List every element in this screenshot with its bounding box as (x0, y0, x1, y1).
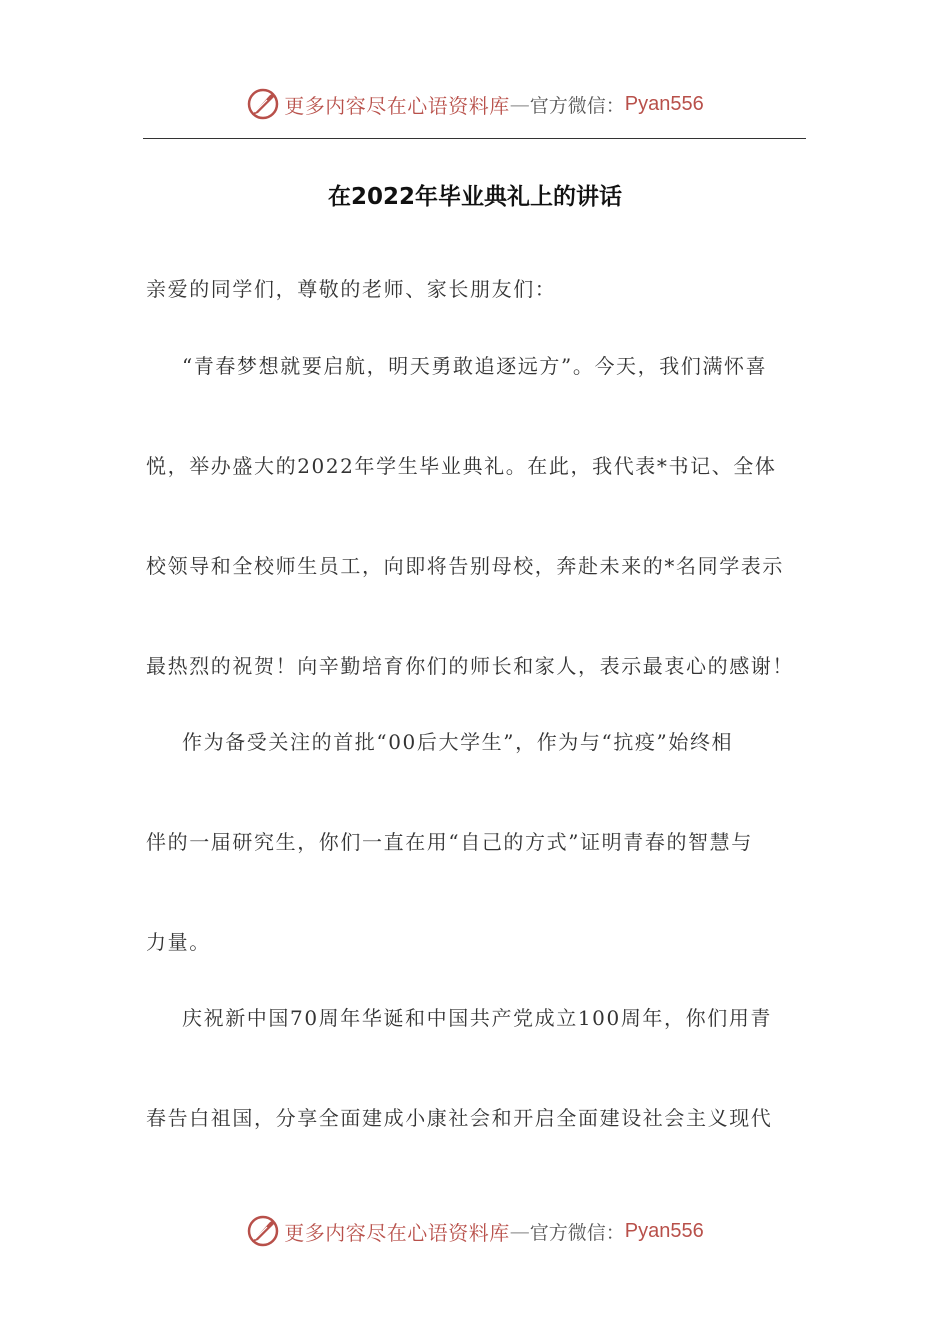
body-line-4: 校领导和全校师生员工，向即将告别母校，奔赴未来的*名同学表示 (146, 554, 784, 578)
header-wechat-id: Pyan556 (624, 92, 704, 115)
header-dash: — (509, 92, 530, 116)
body-line-5: 最热烈的祝贺！向辛勤培育你们的师长和家人，表示最衷心的感谢！ (146, 654, 794, 678)
document-title: 在2022年毕业典礼上的讲话 (327, 184, 622, 210)
body-line-7: 伴的一届研究生，你们一直在用“自己的方式”证明青春的智慧与 (146, 830, 753, 854)
body-line-10: 春告白祖国，分享全面建成小康社会和开启全面建设社会主义现代 (146, 1106, 773, 1130)
footer-dash: — (509, 1219, 530, 1243)
header-brand-text: 更多内容尽在心语资料库 (284, 93, 510, 118)
body-line-3: 悦，举办盛大的2022年学生毕业典礼。在此，我代表*书记、全体 (146, 454, 777, 478)
page-header (0, 84, 950, 124)
header-wechat-label: 官方微信： (529, 94, 625, 117)
footer-wechat-label: 官方微信： (529, 1221, 625, 1244)
page-footer (0, 1211, 950, 1251)
footer-brand-text: 更多内容尽在心语资料库 (284, 1220, 510, 1245)
quill-logo-icon (246, 1214, 280, 1248)
body-line-6: 作为备受关注的首批“00后大学生”，作为与“抗疫”始终相 (182, 730, 734, 754)
body-line-1: 亲爱的同学们，尊敬的老师、家长朋友们： (146, 277, 557, 301)
quill-logo-icon (246, 87, 280, 121)
body-line-8: 力量。 (146, 930, 211, 954)
header-divider (143, 138, 806, 139)
body-line-9: 庆祝新中国70周年华诞和中国共产党成立100周年，你们用青 (182, 1006, 773, 1030)
footer-wechat-id: Pyan556 (624, 1219, 704, 1242)
body-line-2: “青春梦想就要启航，明天勇敢追逐远方”。今天，我们满怀喜 (182, 354, 768, 378)
